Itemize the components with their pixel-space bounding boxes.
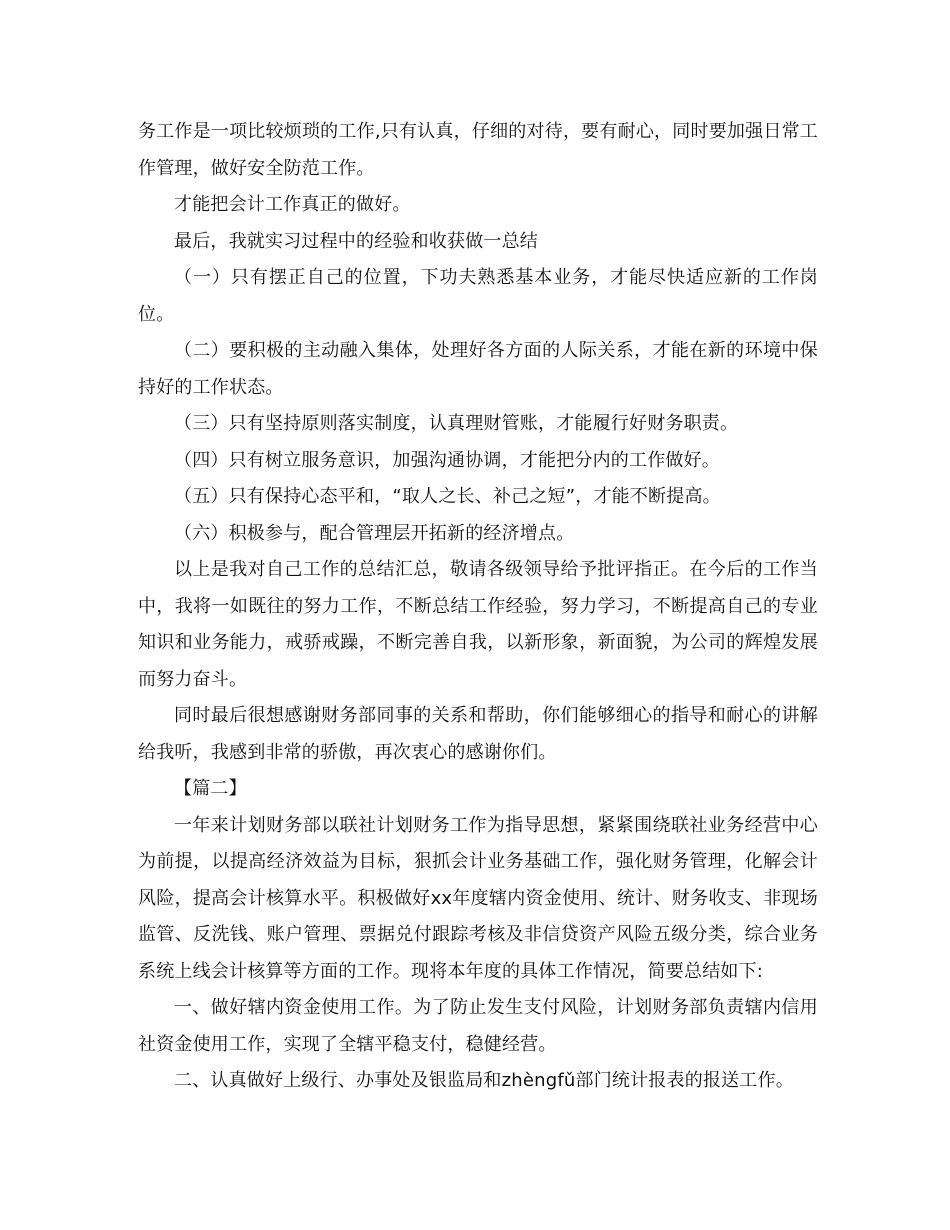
paragraph-9: （六）积极参与，配合管理层开拓新的经济增点。 [174, 522, 575, 544]
paragraph-13: 一年来计划财务部以联社计划财务工作为指导思想，紧紧围绕联社业务经营中心为前提，以提高经济效益为目标，狠抓会计业务基础工作，强化财务管理，化解会计风险，提高会计核算水平。积极做好xx年度辖内资金使用、统计、财务收支、非现场监管、反洗钱、账户管理、票据兑付跟踪考核及非信贷资产风险五级分类，综合业务系统上线会计核算等方面的工作。现将本年度的具体工作情况，简要总结如下: [138, 814, 818, 982]
document-body [138, 114, 818, 1100]
paragraph-10: 以上是我对自己工作的总结汇总，敬请各级领导给予批评指正。在今后的工作当中，我将一如既往的努力工作，不断总结工作经验，努力学习，不断提高自己的专业知识和业务能力，戒骄戒躁，不断完善自我，以新形象，新面貌，为公司的辉煌发展而努力奋斗。 [138, 559, 818, 690]
paragraph-2: 才能把会计工作真正的做好。 [174, 194, 411, 215]
paragraph-3: 最后，我就实习过程中的经验和收获做一总结 [174, 230, 538, 252]
paragraph-14: 一、做好辖内资金使用工作。为了防止发生支付风险，计划财务部负责辖内信用社资金使用工作，实现了全辖平稳支付，稳健经营。 [138, 997, 818, 1055]
paragraph-8: （五）只有保持心态平和，“取人之长、补己之短”，才能不断提高。 [174, 486, 721, 507]
section-heading: 【篇二】 [174, 778, 247, 799]
paragraph-5: （二）要积极的主动融入集体，处理好各方面的人际关系，才能在新的环境中保持好的工作状态。 [138, 340, 818, 398]
paragraph-1: 务工作是一项比较烦琐的工作,只有认真，仔细的对待，要有耐心，同时要加强日常工作管理，做好安全防范工作。 [138, 121, 818, 179]
paragraph-4: （一）只有摆正自己的位置，下功夫熟悉基本业务，才能尽快适应新的工作岗位。 [138, 267, 818, 325]
paragraph-15: 二、认真做好上级行、办事处及银监局和zhèngfǔ部门统计报表的报送工作。 [174, 1070, 794, 1091]
paragraph-11: 同时最后很想感谢财务部同事的关系和帮助，你们能够细心的指导和耐心的讲解给我听，我感到非常的骄傲，再次衷心的感谢你们。 [138, 705, 818, 763]
paragraph-6: （三）只有坚持原则落实制度，认真理财管账，才能履行好财务职责。 [174, 413, 739, 434]
paragraph-7: （四）只有树立服务意识，加强沟通协调，才能把分内的工作做好。 [174, 449, 720, 471]
